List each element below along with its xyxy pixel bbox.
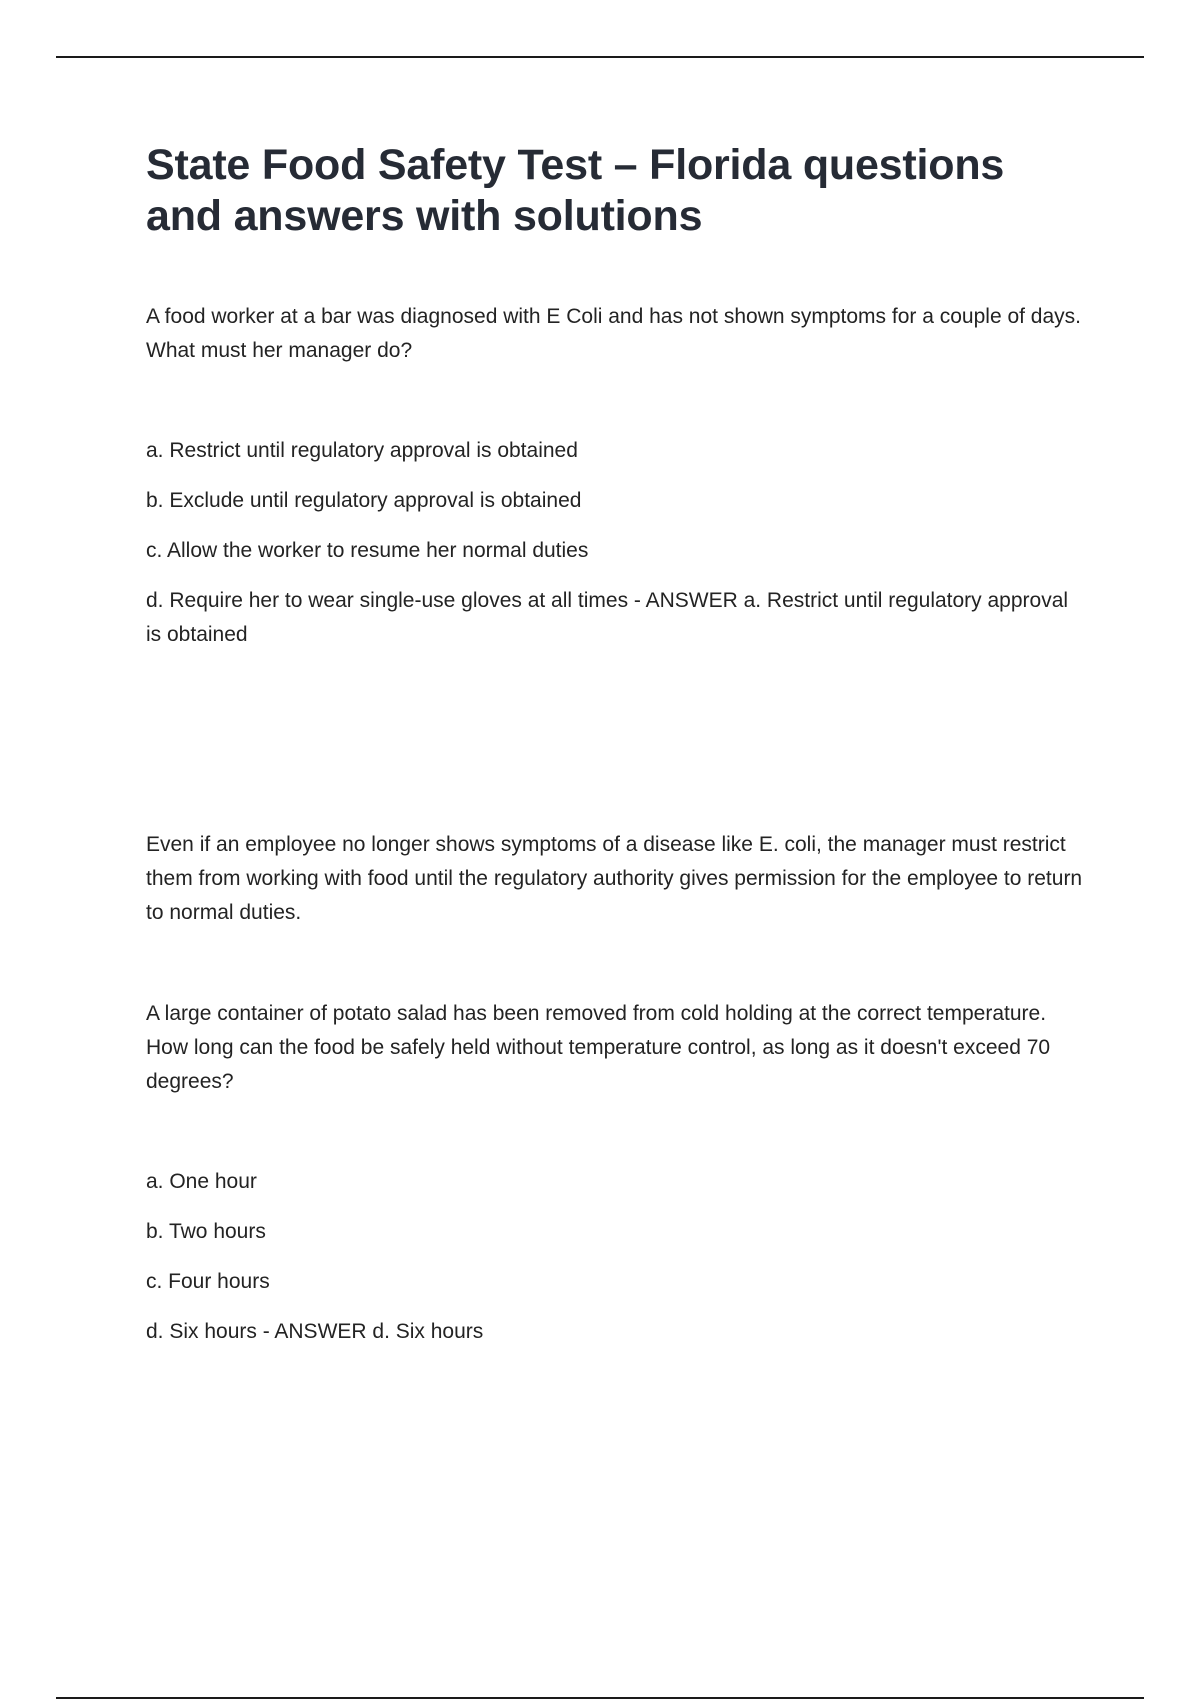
question-2-option-d-answer: d. Six hours - ANSWER d. Six hours bbox=[146, 1320, 484, 1343]
bottom-divider bbox=[56, 1697, 1144, 1699]
question-1-explanation: Even if an employee no longer shows symptoms of a disease like E. coli, the manager must restrict them from working with food until the regulatory authority gives permission for the employee to return to normal duties. bbox=[146, 833, 1083, 924]
question-1-option-d-answer: d. Require her to wear single-use gloves at all times - ANSWER a. Restrict until regulatory approval is obtained bbox=[146, 589, 1069, 646]
question-1-options bbox=[146, 434, 1086, 652]
question-1-option-c: c. Allow the worker to resume her normal duties bbox=[146, 539, 589, 562]
top-divider bbox=[56, 56, 1144, 58]
question-2-option-c: c. Four hours bbox=[146, 1270, 270, 1293]
page-content bbox=[146, 140, 1086, 1349]
question-2-option-a: a. One hour bbox=[146, 1170, 257, 1193]
question-2-options bbox=[146, 1165, 1086, 1349]
question-2-text: A large container of potato salad has been removed from cold holding at the correct temperature. How long can the food be safely held without temperature control, as long as it doesn't exceed 70 degrees? bbox=[146, 1002, 1051, 1093]
question-1-text: A food worker at a bar was diagnosed with E Coli and has not shown symptoms for a couple of days. What must her manager do? bbox=[146, 305, 1082, 362]
question-1-option-a: a. Restrict until regulatory approval is obtained bbox=[146, 439, 578, 462]
question-1-option-b: b. Exclude until regulatory approval is obtained bbox=[146, 489, 582, 512]
page-title: State Food Safety Test – Florida questions and answers with solutions bbox=[146, 141, 1005, 240]
question-2-option-b: b. Two hours bbox=[146, 1220, 266, 1243]
